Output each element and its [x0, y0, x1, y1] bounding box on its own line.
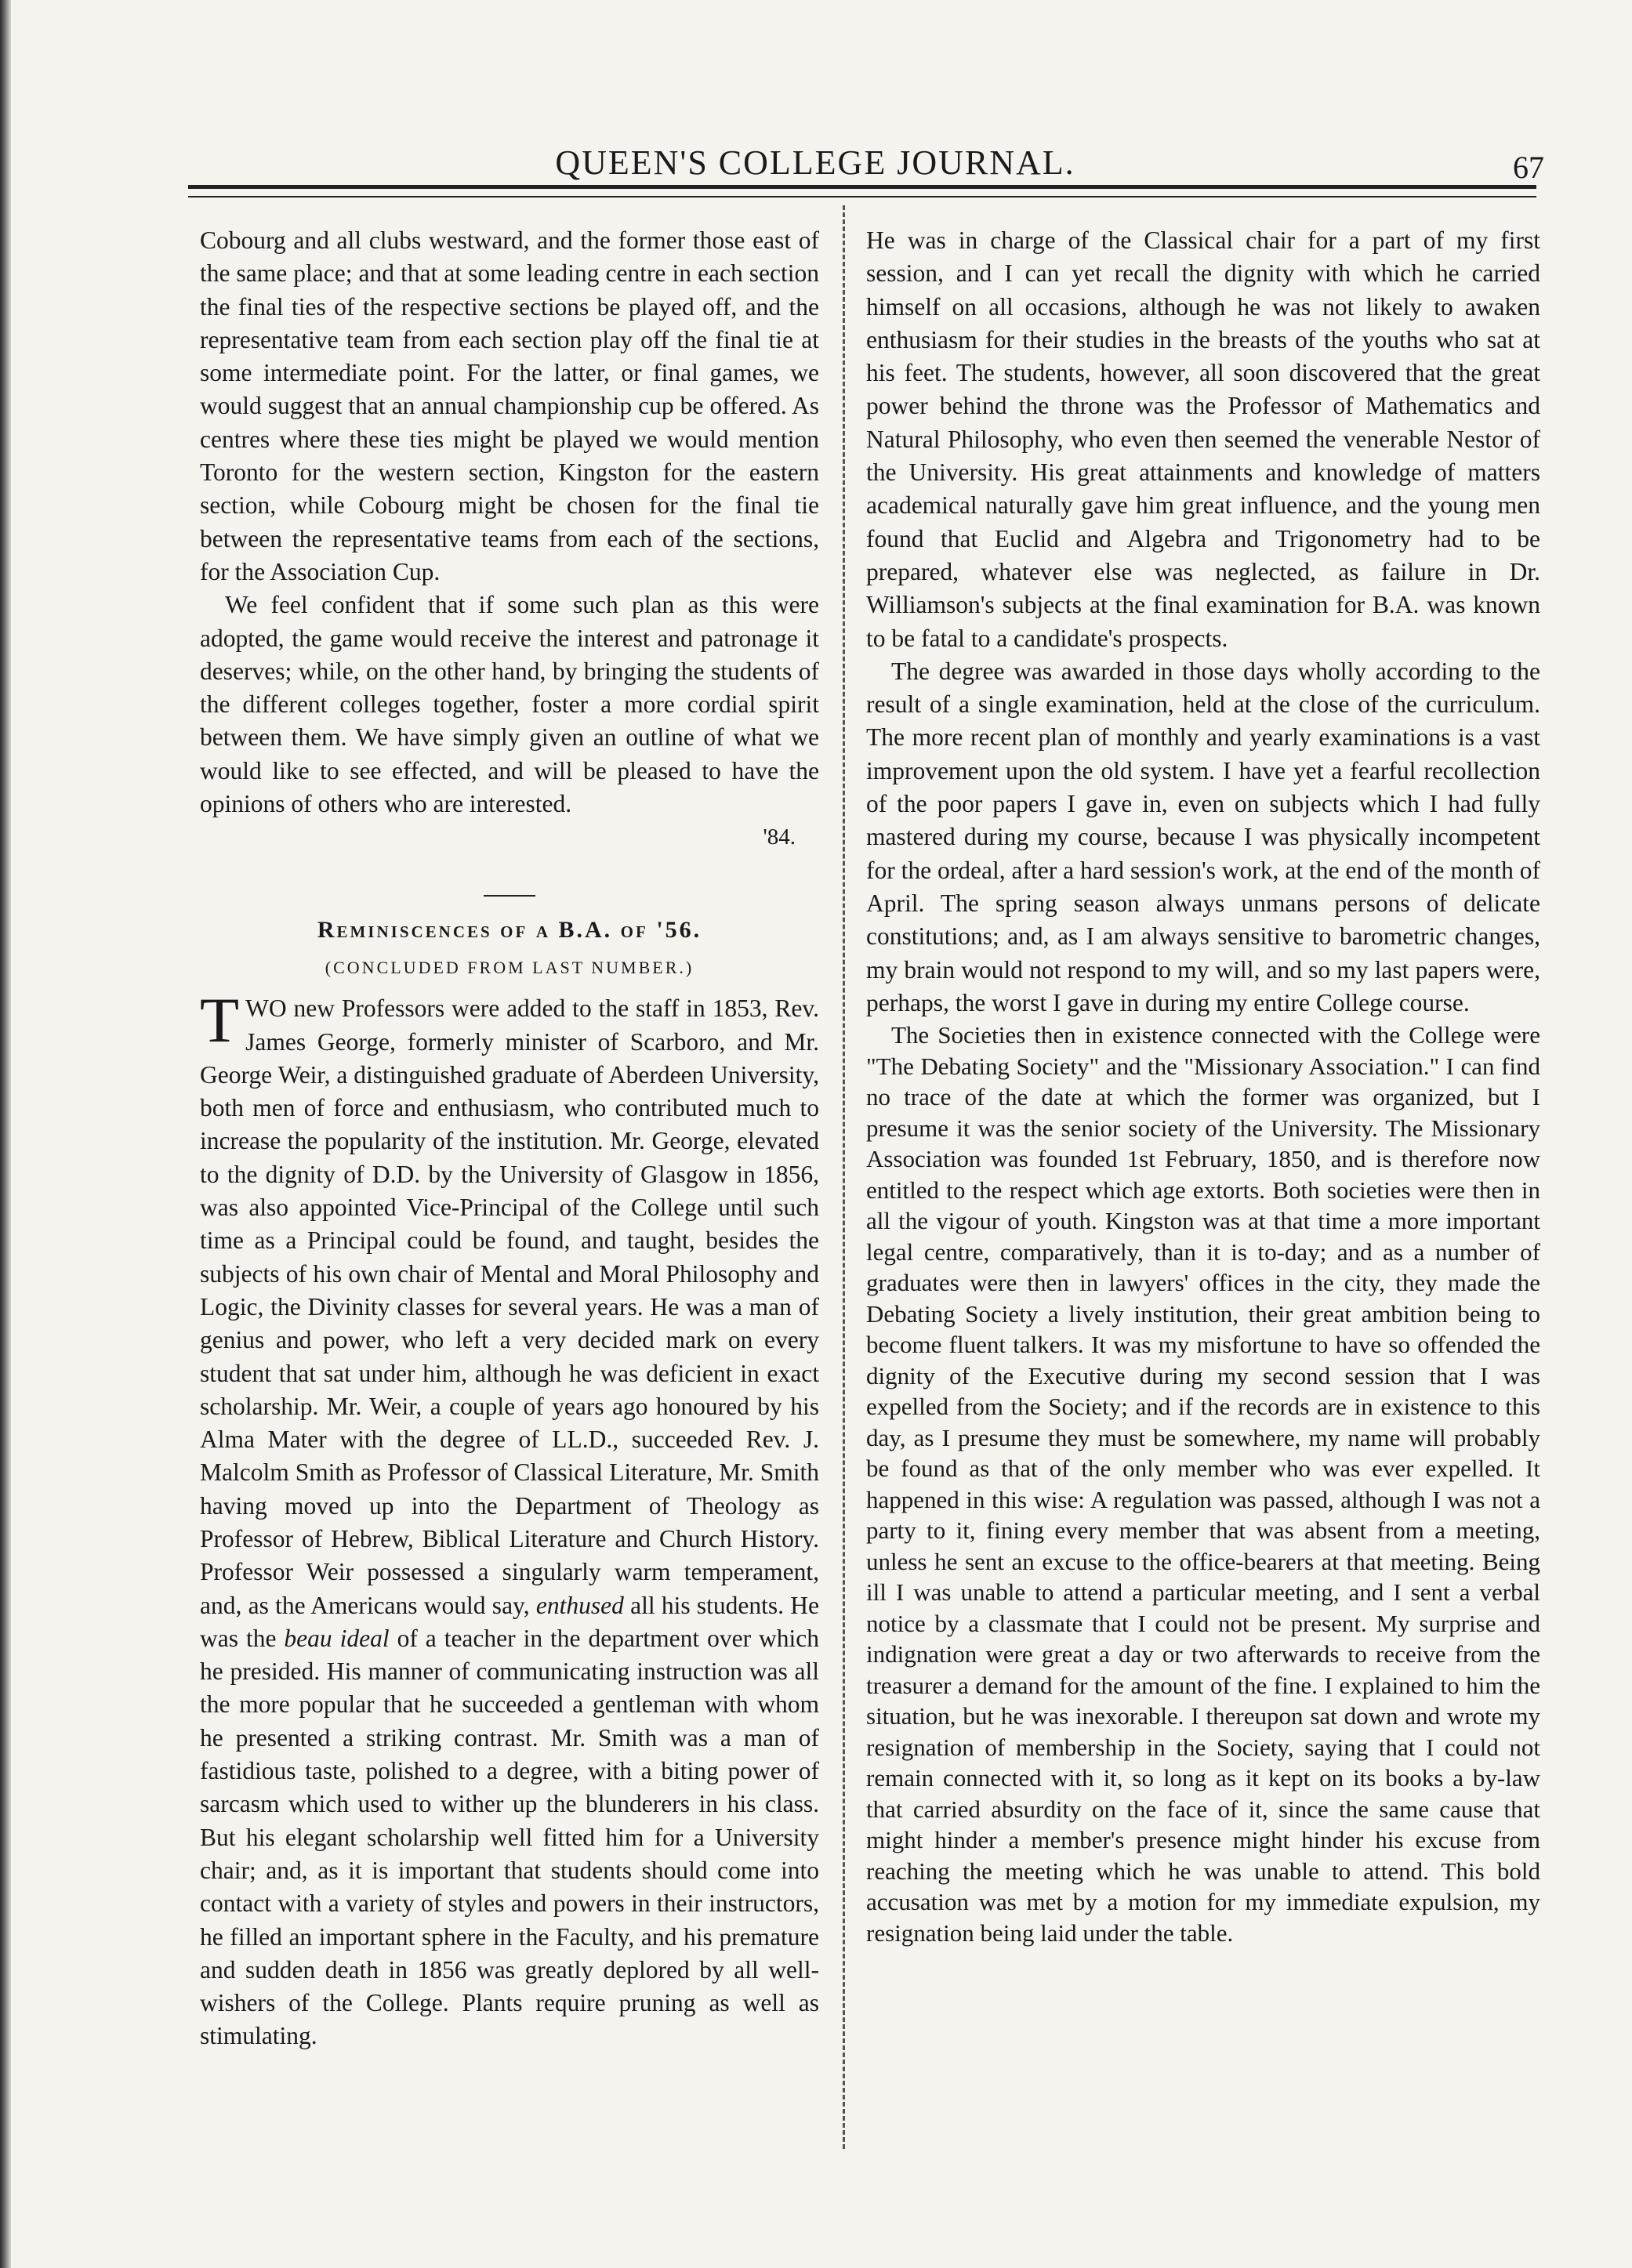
paragraph: Cobourg and all clubs westward, and the former those east of the same place; and that at some leading centre in each section the final ties of the respective sections be played off, and the representative team from each section play off the final tie at some intermediate point. For the latter, or final games, we would suggest that an annual championship cup be offered. As centres where these ties might be played we would mention Toronto for the western section, Kingston for the eastern section, while Cobourg might be chosen for the final tie between the representative teams from each of the sections, for the Association Cup. — [200, 226, 819, 585]
signature: '84. — [763, 824, 796, 850]
header-rule-thin — [188, 196, 1536, 197]
italic-text: enthused — [535, 1591, 624, 1619]
paragraph-text: all his students. He was the — [200, 1591, 820, 1652]
paragraph: The degree was awarded in those days wholly according to the result of a single examination, held at the close of the curriculum. The more recent plan of monthly and yearly examinations is a vast improvement upon the old system. I have yet a fearful recollection of the poor papers I gave in, even on subjects which I had fully mastered during my course, because I was physically incompetent for the ordeal, after a hard session's work, at the end of the month of April. The spring season always unmans persons of delicate constitutions; and, as I am always sensitive to barometric changes, my brain would not respond to my will, and so my last papers were, perhaps, the worst I gave in during my entire College course. — [866, 657, 1540, 1016]
paragraph: We feel confident that if some such plan as this were adopted, the game would receive the interest and patronage it deserves; while, on the other hand, by bringing the students of the different colleges together, foster a more cordial spirit between them. We have simply given an outline of what we would like to see effected, and will be pleased to have the opinions of others who are interested. — [200, 591, 819, 818]
page-binding-edge — [0, 0, 11, 2268]
paragraph-text: WO new Professors were added to the staff in 1853, Rev. James George, formerly minister of Scarboro, and Mr. George Weir, a distinguished graduate of Aberdeen University, both men of force and enthusiasm, who contributed much to increase the popularity of the institution. Mr. George, elevated to the dignity of D.D. by the University of Glasgow in 1856, was also appointed Vice-Principal of the College until such time as a Principal could be found, and taught, besides the subjects of his own chair of Mental and Moral Philosophy and Logic, the Divinity classes for several years. He was a man of genius and power, who left a very decided mark on every student that sat under him, although he was deficient in exact scholarship. Mr. Weir, a couple of years ago honoured by his Alma Mater with the degree of LL.D., succeeded Rev. J. Malcolm Smith as Professor of Classical Literature, Mr. Smith having moved up into the Department of Theology as Professor of Hebrew, Biblical Literature and Church History. Professor Weir possessed a singularly warm temperament, and, as the Americans would say, — [200, 995, 819, 1619]
paragraph — [200, 984, 820, 2053]
paragraph: He was in charge of the Classical chair for a part of my first session, and I can yet recall the dignity with which he carried himself on all occasions, although he was not likely to awaken enthusiasm for their studies in the breasts of the youths who sat at his feet. The students, however, all soon discovered that the great power behind the throne was the Professor of Mathematics and Natural Philosophy, who even then seemed the venerable Nestor of the University. His great attainments and knowledge of matters academical naturally gave him great influence, and the young men found that Euclid and Algebra and Trigonometry had to be prepared, whatever else was neglected, as failure in Dr. Williamson's subjects at the final examination for B.A. was known to be fatal to a candidate's prospects. — [866, 226, 1540, 652]
paragraph-text: of a teacher in the department over which he presided. His manner of communicating instruction was all the more popular that he succeeded a gentleman with whom he presented a striking contrast. Mr. Smith was a man of fastidious taste, polished to a degree, with a biting power of sarcasm which used to wither up the blunderers in his class. But his elegant scholarship well fitted him for a University chair; and, as it is important that students should come into contact with a variety of styles and powers in their instructors, he filled an important sphere in the Faculty, and his premature and sudden death in 1856 was greatly deplored by all well-wishers of the College. Plants require pruning as well as stimulating. — [200, 1624, 820, 2050]
section-separator — [484, 895, 535, 897]
header-rule-thick — [188, 185, 1536, 189]
paragraph: The Societies then in existence connected with the College were "The Debating Society" and the "Missionary Association." I can find no trace of the date at which the former was organized, but I presume it was the senior society of the University. The Missionary Association was founded 1st February, 1850, and is therefore now entitled to the respect which age extorts. Both societies were then in all the vigour of youth. Kingston was at that time a more important legal centre, comparatively, than it is to-day; and as a number of graduates were then in lawyers' offices in the city, they made the Debating Society a lively institution, their great ambition being to become fluent talkers. It was my misfortune to have so offended the dignity of the Executive during my second session that I was expelled from the Society; and if the records are in existence to this day, as I presume they must be somewhere, my name will probably be found as that of the only member who was ever expelled. It happened in this wise: A regulation was passed, although I was not a party to it, fining every member that was absent from a meeting, unless he sent an excuse to the office-bearers at that meeting. Being ill I was unable to attend a particular meeting, and I sent a verbal notice by a classmate that I could not be present. My surprise and indignation were great a day or two afterwards to receive from the treasurer a demand for the amount of the fine. I explained to him the situation, but he was inexorable. I thereupon sat down and wrote my resignation of membership in the Society, saying that I could not remain connected with it, so long as it kept on its books a by-law that carried absurdity on the face of it, since the same cause that might hinder a member's presence might hinder his excuse from reaching the meeting which he was unable to attend. This bold accusation was met by a motion for my immediate expulsion, my resignation being laid under the table. — [866, 1021, 1540, 1947]
column-divider — [843, 205, 845, 2149]
drop-cap: T — [200, 984, 240, 1056]
page-number: 67 — [1513, 150, 1544, 185]
article-title: Reminiscences of a B.A. of '56. — [317, 916, 702, 943]
right-column — [866, 224, 1540, 1948]
left-column — [200, 224, 819, 2053]
article-subtitle: (CONCLUDED FROM LAST NUMBER.) — [325, 957, 695, 977]
running-title: QUEEN'S COLLEGE JOURNAL. — [555, 143, 1075, 182]
italic-text: beau ideal — [284, 1624, 390, 1652]
